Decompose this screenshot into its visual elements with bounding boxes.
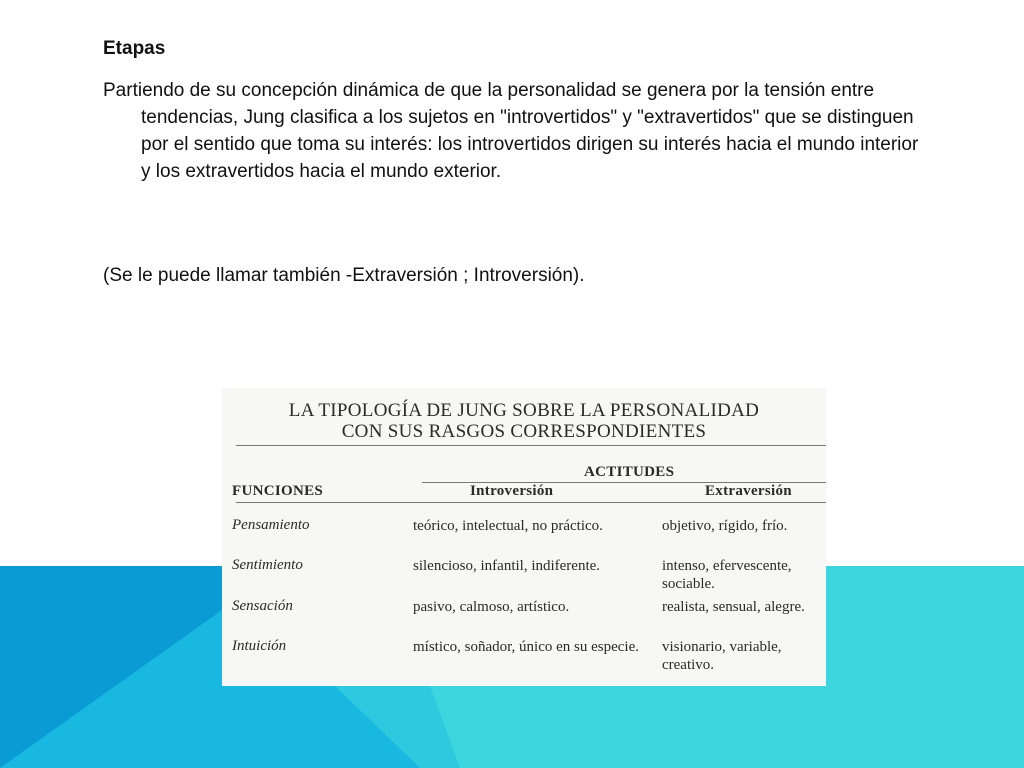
extraversion-intuicion: visionario, variable, creativo. <box>662 639 782 673</box>
actitudes-header: ACTITUDES <box>584 464 675 480</box>
title-rule <box>236 445 826 446</box>
funciones-header: FUNCIONES <box>232 483 324 499</box>
extraversion-pensamiento: objetivo, rígido, frío. <box>662 518 788 534</box>
slide-heading: Etapas <box>103 38 166 59</box>
table-title-line1: LA TIPOLOGÍA DE JUNG SOBRE LA PERSONALIDAD <box>288 400 760 421</box>
extraversion-header: Extraversión <box>705 483 792 499</box>
funcion-pensamiento: Pensamiento <box>232 517 310 533</box>
funcion-sensacion: Sensación <box>232 598 293 614</box>
extraversion-sentimiento: intenso, efervescente, sociable. <box>662 558 792 592</box>
funcion-intuicion: Intuición <box>232 638 287 654</box>
body-paragraph: Partiendo de su concepción dinámica de que la personalidad se genera por la tensión entre tendencias, Jung clasifica a los sujetos en "introvertidos" y "extravertidos" que se distinguen por el sentido que toma su interés: los introvertidos dirigen su interés hacia el mundo interior y los extravertidos hacia el mundo exterior. <box>103 80 919 182</box>
note-paragraph: (Se le puede llamar también -Extraversión ; Introversión). <box>103 265 585 286</box>
slide-text-block <box>103 36 933 286</box>
introversion-intuicion: místico, soñador, único en su especie. <box>413 639 640 655</box>
funcion-sentimiento: Sentimiento <box>232 557 303 573</box>
introversion-sentimiento: silencioso, infantil, indiferente. <box>413 558 601 574</box>
introversion-sensacion: pasivo, calmoso, artístico. <box>413 599 570 615</box>
introversion-pensamiento: teórico, intelectual, no práctico. <box>413 518 603 534</box>
jung-typology-table-image <box>222 388 826 686</box>
header-rule <box>236 502 826 503</box>
extraversion-sensacion: realista, sensual, alegre. <box>662 599 805 615</box>
introversion-header: Introversión <box>470 483 554 499</box>
table-title-line2: CON SUS RASGOS CORRESPONDIENTES <box>341 421 707 442</box>
